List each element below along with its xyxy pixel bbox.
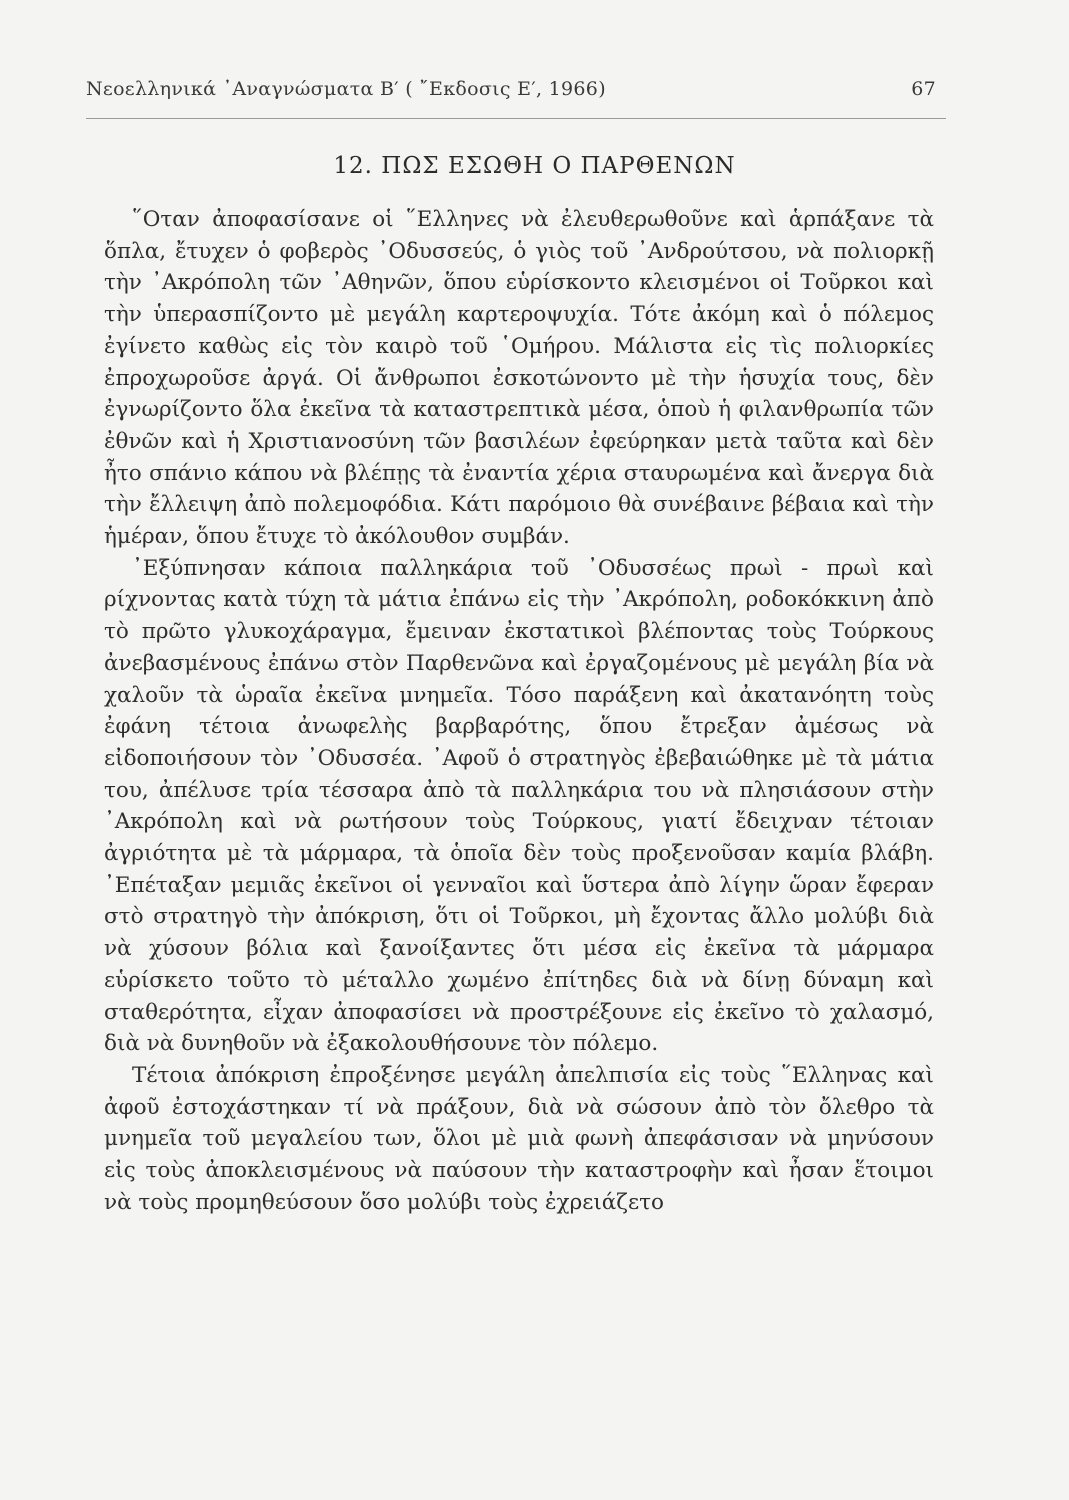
running-header	[86, 78, 936, 108]
body-text	[104, 204, 934, 1219]
paragraph: Τέτοια ἀπόκριση ἐπροξένησε μεγάλη ἀπελπισία εἰς τοὺς ῞Ελληνας καὶ ἀφοῦ ἐστοχάστηκαν τί νὰ πράξουν, διὰ νὰ σώσουν ἀπὸ τὸν ὄλεθρο τὰ μνημεῖα τοῦ μεγαλείου των, ὅλοι μὲ μιὰ φωνὴ ἀπεφάσισαν νὰ μηνύσουν εἰς τοὺς ἀποκλεισμένους νὰ παύσουν τὴν καταστροφὴν καὶ ἦσαν ἕτοιμοι νὰ τοὺς προμηθεύσουν ὅσο μολύβι τοὺς ἐχρειάζετο	[104, 1062, 934, 1215]
running-title: Νεοελληνικά ᾽Αναγνώσματα Β′ ( ῎Εκδοσις Ε′, 1966)	[86, 78, 606, 100]
chapter-title: 12. ΠΩΣ ΕΣΩΘΗ Ο ΠΑΡΘΕΝΩΝ	[333, 153, 736, 179]
page-number: 67	[911, 78, 936, 100]
paragraph: ᾽Εξύπνησαν κάποια παλληκάρια τοῦ ᾽Οδυσσέως πρωὶ - πρωὶ καὶ ρίχνοντας κατὰ τύχη τὰ μάτια ἐπάνω εἰς τὴν ᾽Ακρόπολη, ροδοκόκκινη ἀπὸ τὸ πρῶτο γλυκοχάραγμα, ἔμειναν ἐκστατικοὶ βλέποντας τοὺς Τούρκους ἀνεβασμένους ἐπάνω στὸν Παρθενῶνα καὶ ἐργαζομένους μὲ μεγάλη βία νὰ χαλοῦν τὰ ὡραῖα ἐκεῖνα μνημεῖα. Τόσο παράξενη καὶ ἀκατανόητη τοὺς ἐφάνη τέτοια ἀνωφελὴς βαρβαρότης, ὅπου ἔτρεξαν ἀμέσως νὰ εἰδοποιήσουν τὸν ᾽Οδυσσέα. ᾽Αφοῦ ὁ στρατηγὸς ἐβεβαιώθηκε μὲ τὰ μάτια του, ἀπέλυσε τρία τέσσαρα ἀπὸ τὰ παλληκάρια του νὰ πλησιάσουν στὴν ᾽Ακρόπολη καὶ νὰ ρωτήσουν τοὺς Τούρκους, γιατί ἔδειχναν τέτοιαν ἀγριότητα μὲ τὰ μάρμαρα, τὰ ὁποῖα δὲν τοὺς προξενοῦσαν καμία βλάβη. ᾽Επέταξαν μεμιᾶς ἐκεῖνοι οἱ γενναῖοι καὶ ὕστερα ἀπὸ λίγην ὥραν ἔφεραν στὸ στρατηγὸ τὴν ἀπόκριση, ὅτι οἱ Τοῦρκοι, μὴ ἔχοντας ἄλλο μολύβι διὰ νὰ χύσουν βόλια καὶ ξανοίξαντες ὅτι μέσα εἰς ἐκεῖνα τὰ μάρμαρα εὑρίσκετο τοῦτο τὸ μέταλλο χωμένο ἐπίτηδες διὰ νὰ δίνῃ δύναμη καὶ σταθερότητα, εἶχαν ἀποφασίσει νὰ προστρέξουνε εἰς ἐκεῖνο τὸ χαλασμό, διὰ νὰ δυνηθοῦν νὰ ἐξακολουθήσουνε τὸν πόλεμο.	[104, 555, 934, 1057]
header-rule	[86, 118, 946, 119]
paragraph: ῞Οταν ἀποφασίσανε οἱ ῞Ελληνες νὰ ἐλευθερωθοῦνε καὶ ἁρπάξανε τὰ ὅπλα, ἔτυχεν ὁ φοβερὸς ᾽Οδυσσεύς, ὁ γιὸς τοῦ ᾽Ανδρούτσου, νὰ πολιορκῇ τὴν ᾽Ακρόπολη τῶν ᾽Αθηνῶν, ὅπου εὑρίσκοντο κλεισμένοι οἱ Τοῦρκοι καὶ τὴν ὑπερασπίζοντο μὲ μεγάλη καρτεροψυχία. Τότε ἀκόμη καὶ ὁ πόλεμος ἐγίνετο καθὼς εἰς τὸν καιρὸ τοῦ ῾Ομήρου. Μάλιστα εἰς τὶς πολιορκίες ἐπροχωροῦσε ἀργά. Οἱ ἄνθρωποι ἐσκοτώνοντο μὲ τὴν ἡσυχία τους, δὲν ἐγνωρίζοντο ὅλα ἐκεῖνα τὰ καταστρεπτικὰ μέσα, ὁποὺ ἡ φιλανθρωπία τῶν ἐθνῶν καὶ ἡ Χριστιανοσύνη τῶν βασιλέων ἐφεύρηκαν μετὰ ταῦτα καὶ δὲν ἦτο σπάνιο κάπου νὰ βλέπῃς τὰ ἐναντία χέρια σταυρωμένα καὶ ἄνεργα διὰ τὴν ἔλλειψη ἀπὸ πολεμοφόδια. Κάτι παρόμοιο θὰ συνέβαινε βέβαια καὶ τὴν ἡμέραν, ὅπου ἔτυχε τὸ ἀκόλουθον συμβάν.	[104, 207, 934, 550]
